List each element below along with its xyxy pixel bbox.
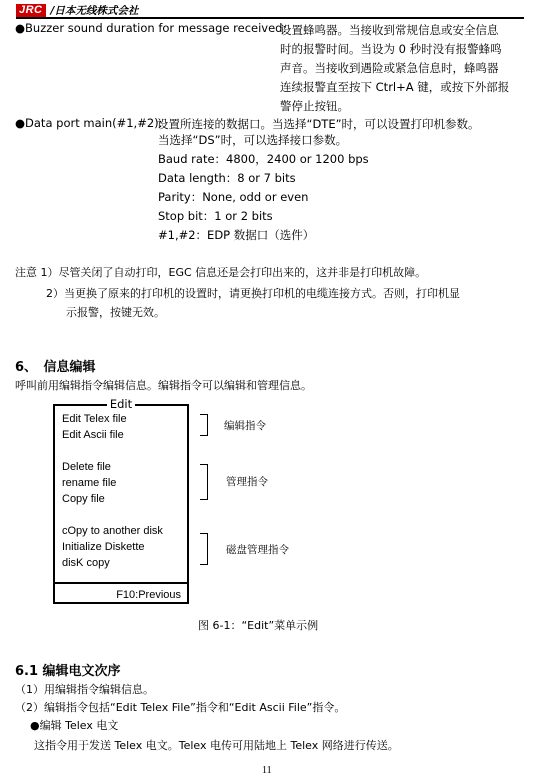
section-6-1-line-2: （2）编辑指令包括“Edit Telex File”指令和“Edit Ascii File”指令。: [15, 701, 346, 714]
dataport-line: #1,#2：EDP 数据口（选件）: [158, 228, 315, 242]
page-number: 11: [262, 765, 272, 776]
bracket-manage-group: [200, 464, 208, 500]
section-6-1-line-1: （1）用编辑指令编辑信息。: [15, 683, 154, 696]
bracket-disk-group: [200, 533, 208, 565]
menu-item-delete[interactable]: Delete file: [62, 461, 111, 473]
page-header: [16, 2, 138, 18]
menu-item-copy[interactable]: Copy file: [62, 493, 105, 505]
dataport-line: 当选择“DS”时，可以选择接口参数。: [158, 133, 348, 147]
section-6-1-bullet: ●编辑 Telex 电文: [30, 719, 119, 732]
menu-item-rename[interactable]: rename file: [62, 477, 117, 489]
dataport-line-1: 设置所连接的数据口。当选择“DTE”时，可以设置打印机参数。: [157, 117, 480, 131]
buzzer-description: [280, 21, 509, 116]
menu-item-edit-telex[interactable]: Edit Telex file: [62, 413, 127, 425]
figure-caption: 图 6-1：“Edit”菜单示例: [198, 619, 319, 632]
section-6-1-line-4: 这指令用于发送 Telex 电文。Telex 电传可用陆地上 Telex 网络进行传送。: [34, 739, 399, 752]
edit-menu: [53, 397, 189, 604]
edit-menu-title: Edit: [107, 397, 135, 411]
menu-footer-divider: [55, 582, 187, 584]
dataport-line: Stop bit：1 or 2 bits: [158, 209, 273, 223]
dataport-details: [158, 131, 369, 245]
menu-footer-previous[interactable]: F10:Previous: [116, 589, 181, 601]
section-6-intro: 呼叫前用编辑指令编辑信息。编辑指令可以编辑和管理信息。: [15, 379, 312, 392]
section-6-1-title: 6.1 编辑电文次序: [15, 664, 121, 679]
buzzer-line: 连续报警直至按下 Ctrl+A 键，或按下外部报: [280, 80, 510, 94]
menu-item-copy-another-disk[interactable]: cOpy to another disk: [62, 525, 163, 537]
buzzer-line: 警停止按钮。: [280, 99, 349, 113]
dataport-line: Parity：None, odd or even: [158, 190, 309, 204]
menu-item-disk-copy[interactable]: disK copy: [62, 557, 110, 569]
group-label-disk: 磁盘管理指令: [226, 544, 289, 556]
buzzer-line: 设置蜂鸣器。当接收到常规信息或安全信息: [280, 23, 499, 37]
company-name: /日本无线株式会社: [50, 4, 139, 17]
note-2: 2）当更换了原来的打印机的设置时，请更换打印机的电缆连接方式。否则，打印机显: [46, 287, 460, 300]
section-6-title: 6、 信息编辑: [15, 360, 96, 375]
note-2-cont: 示报警，按键无效。: [66, 306, 165, 319]
buzzer-label: ●Buzzer sound duration for message received:: [15, 21, 287, 35]
buzzer-line: 时的报警时间。当设为 0 秒时没有报警蜂鸣: [280, 42, 502, 56]
dataport-label: ●Data port main(#1,#2):: [15, 116, 163, 130]
header-divider: [16, 17, 524, 19]
menu-item-edit-ascii[interactable]: Edit Ascii file: [62, 429, 124, 441]
buzzer-line: 声音。当接收到遇险或紧急信息时，蜂鸣器: [280, 61, 499, 75]
dataport-line: Baud rate：4800，2400 or 1200 bps: [158, 152, 369, 166]
dataport-line: Data length：8 or 7 bits: [158, 171, 296, 185]
note-1: 注意 1）尽管关闭了自动打印，EGC 信息还是会打印出来的，这并非是打印机故障。: [15, 266, 427, 279]
company-logo: JRC: [16, 4, 46, 17]
menu-item-initialize[interactable]: Initialize Diskette: [62, 541, 145, 553]
bracket-edit-group: [200, 414, 208, 436]
group-label-manage: 管理指令: [226, 476, 268, 488]
group-label-edit: 编辑指令: [224, 420, 266, 432]
